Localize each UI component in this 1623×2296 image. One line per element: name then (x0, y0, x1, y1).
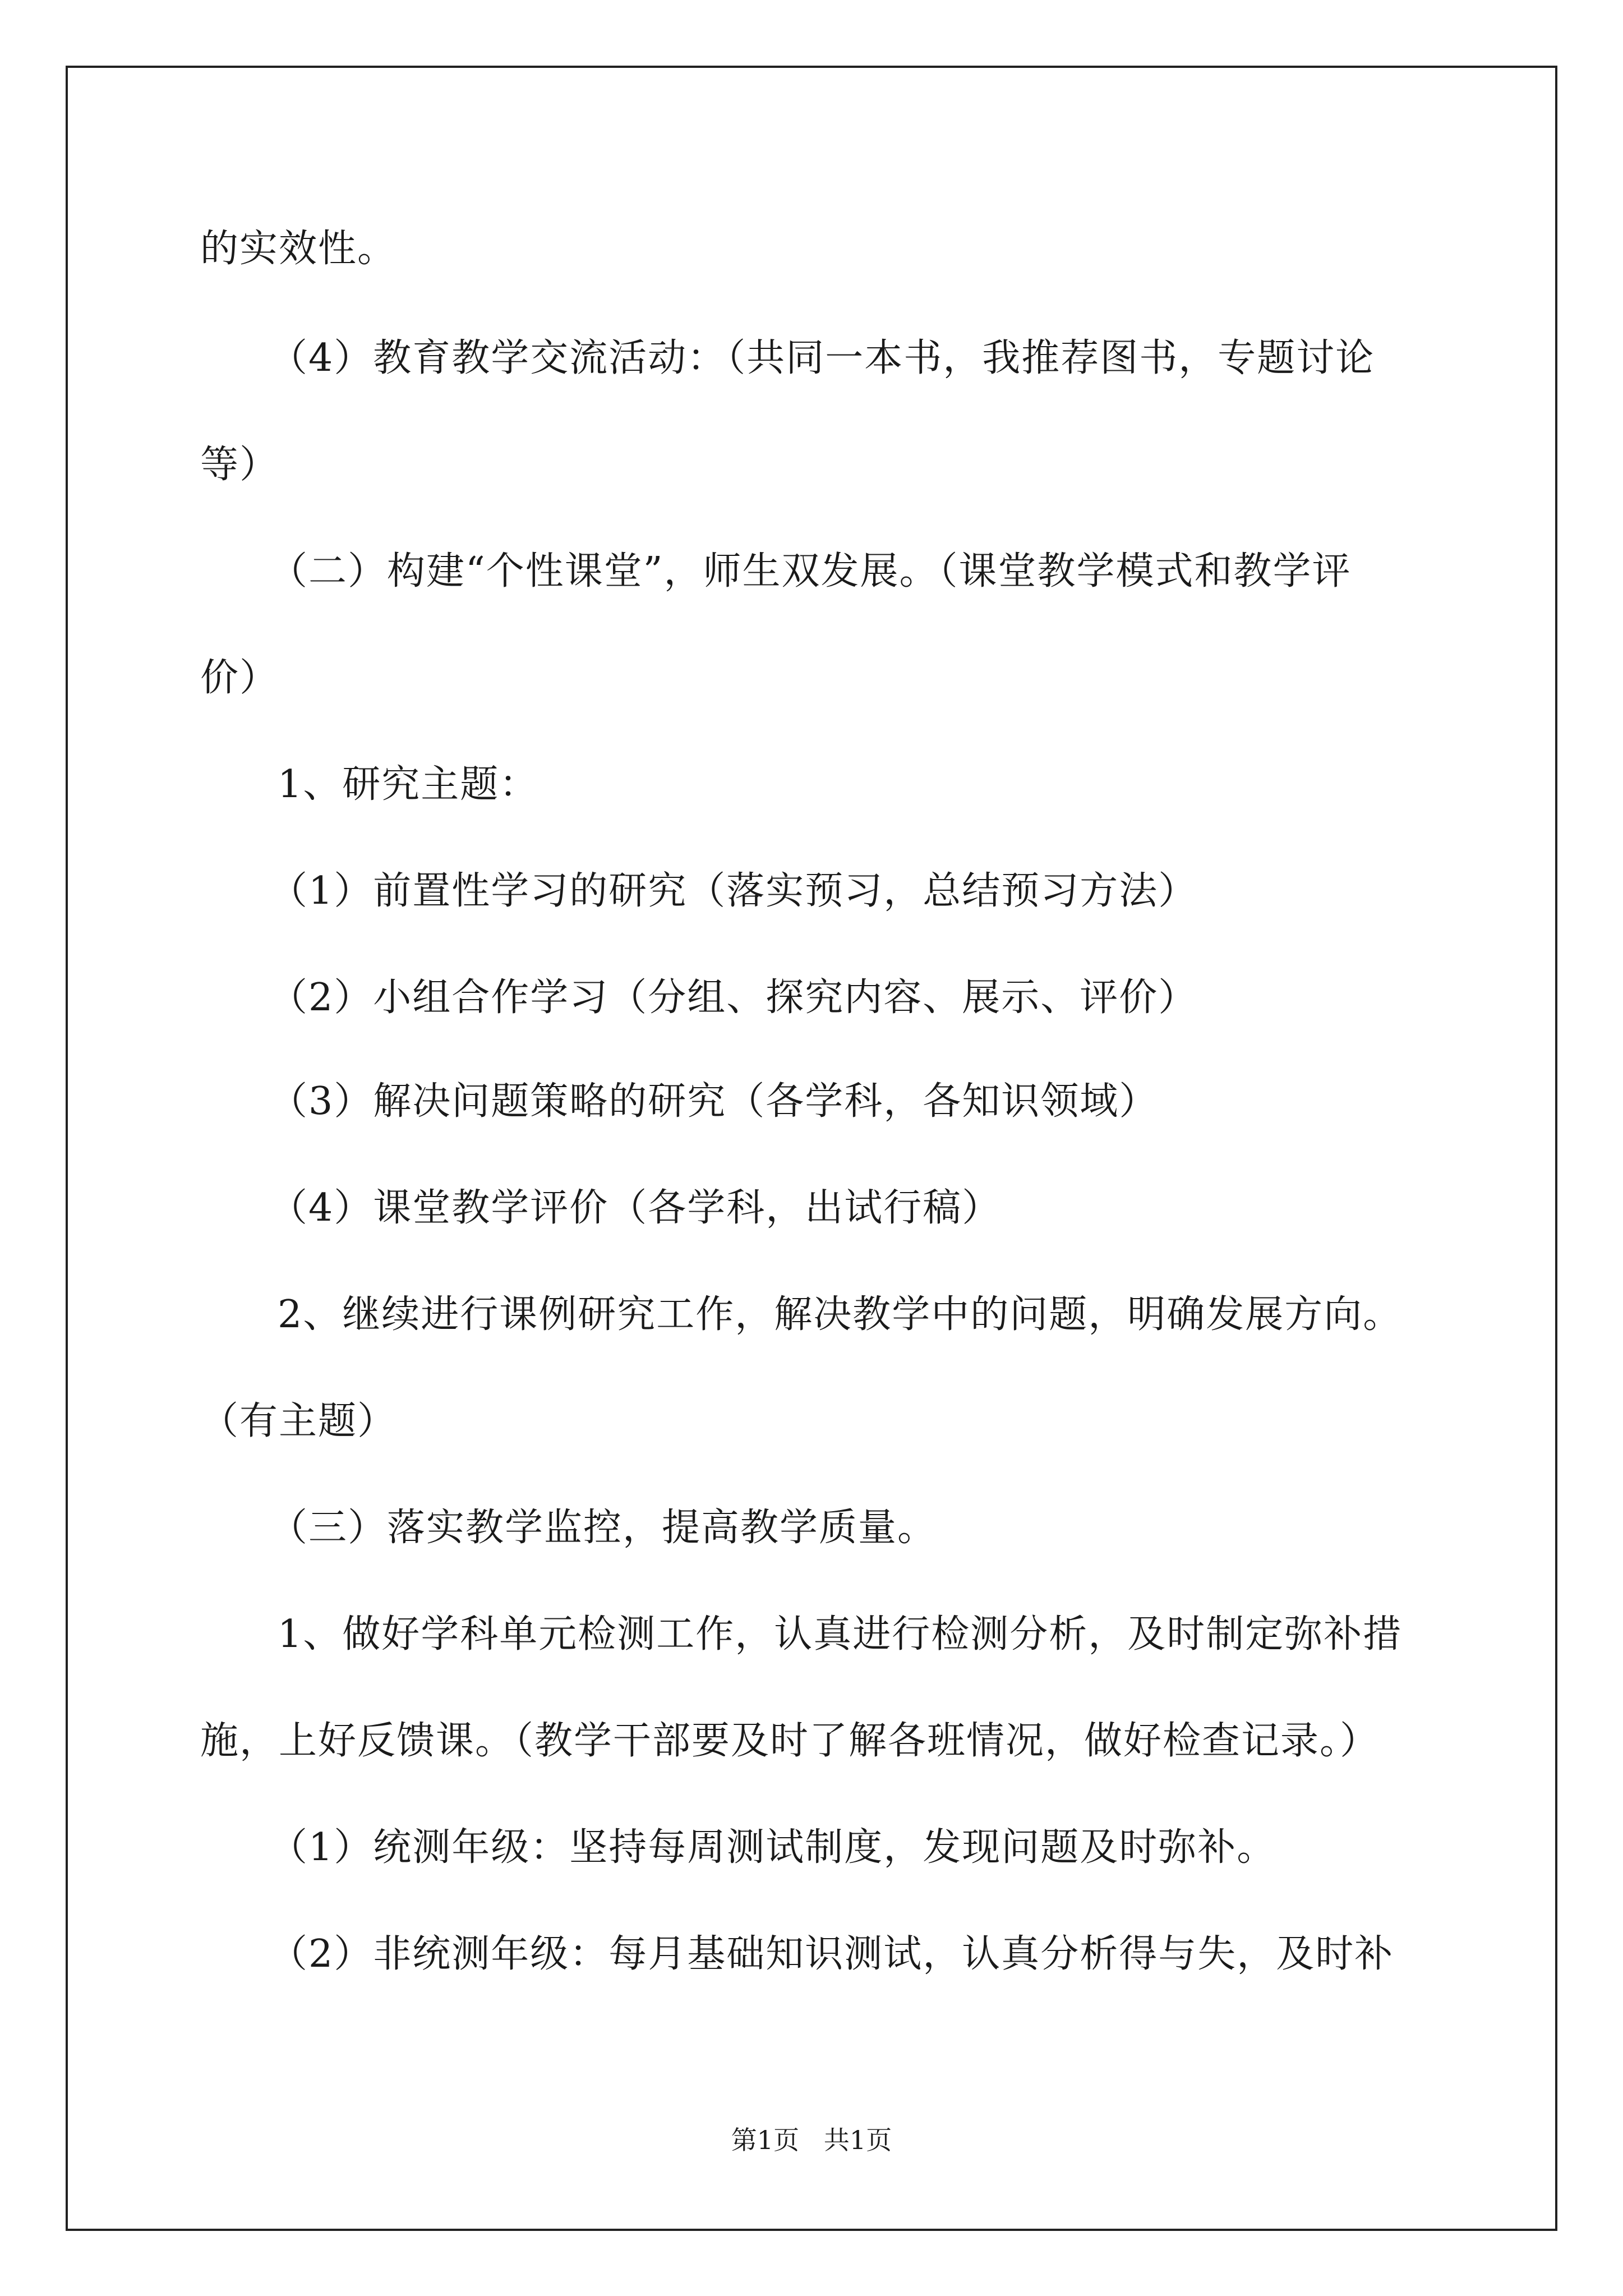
text-line-8: （2）小组合作学习（分组、探究内容、展示、评价） (269, 976, 1198, 1020)
text-line-15: 施，上好反馈课。（教学干部要及时了解各班情况，做好检查记录。） (200, 1719, 1380, 1763)
text-line-13: （三）落实教学监控，提高教学质量。 (269, 1506, 937, 1550)
text-line-4: （二）构建“个性课堂”，师生双发展。（课堂教学模式和教学评 (269, 549, 1352, 593)
text-line-7: （1）前置性学习的研究（落实预习，总结预习方法） (269, 869, 1198, 913)
text-line-16: （1）统测年级：坚持每周测试制度，发现问题及时弥补。 (269, 1825, 1276, 1870)
text-line-17: （2）非统测年级：每月基础知识测试，认真分析得与失，及时补 (269, 1932, 1394, 1976)
text-line-6: 1、研究主题： (278, 762, 539, 807)
text-line-3: 等） (200, 443, 279, 487)
text-line-12: （有主题） (200, 1399, 397, 1443)
text-line-9: （3）解决问题策略的研究（各学科，各知识领域） (269, 1079, 1159, 1124)
page-footer: 第1页 共1页 (731, 2125, 892, 2155)
text-line-14: 1、做好学科单元检测工作，认真进行检测分析，及时制定弥补措 (278, 1612, 1403, 1657)
text-line-10: （4）课堂教学评价（各学科，出试行稿） (269, 1186, 1002, 1230)
text-line-2: （4）教育教学交流活动：（共同一本书，我推荐图书，专题讨论 (269, 336, 1375, 380)
page-border (66, 66, 1557, 2231)
text-line-11: 2、继续进行课例研究工作，解决教学中的问题，明确发展方向。 (278, 1292, 1403, 1337)
text-line-1: 的实效性。 (200, 227, 397, 271)
text-line-5: 价） (200, 656, 279, 700)
